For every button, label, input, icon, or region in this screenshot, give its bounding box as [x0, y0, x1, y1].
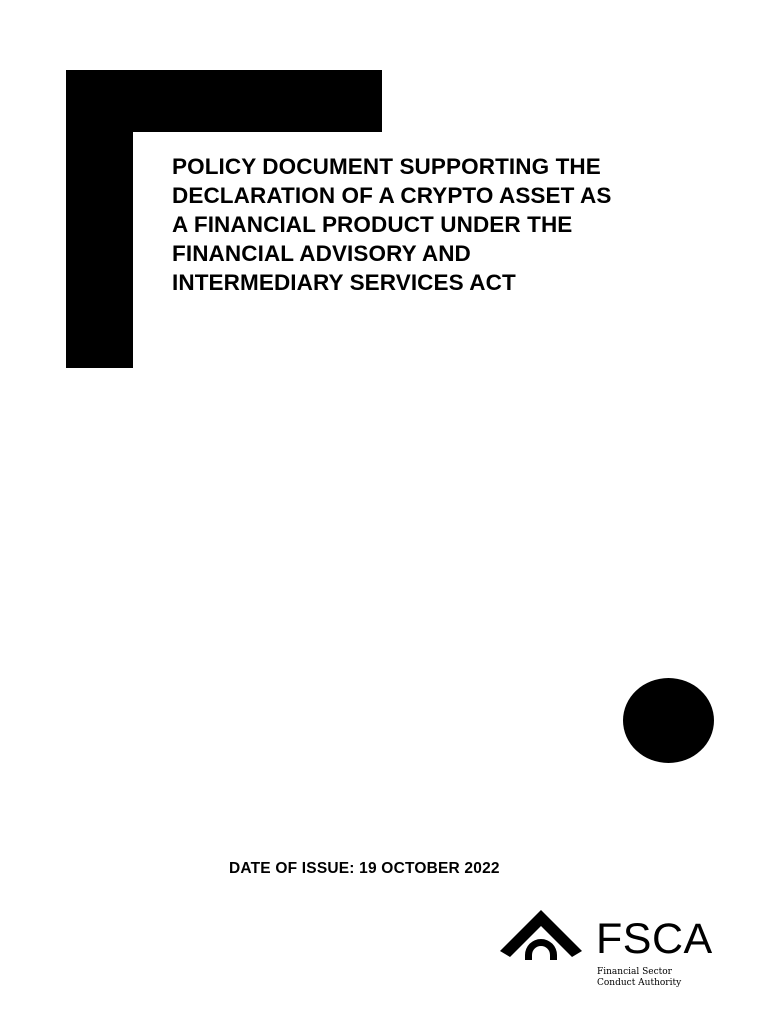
roof-arch-logo-icon: [500, 910, 582, 960]
title-line: FINANCIAL ADVISORY AND: [172, 241, 471, 266]
title-line: A FINANCIAL PRODUCT UNDER THE: [172, 212, 573, 237]
fsca-logo-wordmark: FSCA: [596, 915, 713, 963]
corner-bracket-left-bar: [66, 70, 133, 368]
decorative-black-circle: [623, 678, 714, 763]
title-line: DECLARATION OF A CRYPTO ASSET AS: [172, 183, 612, 208]
logo-subtitle-line: Conduct Authority: [597, 978, 682, 988]
fsca-logo-subtitle: [597, 967, 681, 989]
title-line: POLICY DOCUMENT SUPPORTING THE: [172, 154, 601, 179]
date-of-issue: DATE OF ISSUE: 19 OCTOBER 2022: [229, 860, 500, 877]
title-line: INTERMEDIARY SERVICES ACT: [172, 270, 516, 295]
logo-subtitle-line: Financial Sector: [597, 967, 672, 977]
document-title: [172, 152, 712, 297]
